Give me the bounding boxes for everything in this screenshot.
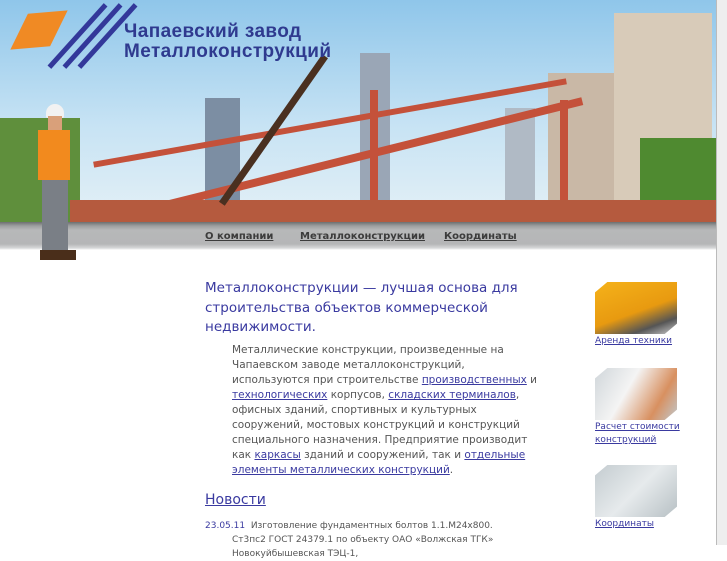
link-separate-elements[interactable]: отдельные элементы металлических конструкций — [232, 449, 526, 476]
link-technological[interactable]: технологических — [232, 389, 328, 401]
news-item[interactable]: 23.05.11 Изготовление фундаментных болтов 1.1.М24х800. Ст3пс2 ГОСТ 24379.1 по объекту ОАО «Волжская ТГК» Новокуйбышевская ТЭЦ-1, — [205, 521, 494, 559]
vertical-scrollbar[interactable] — [716, 0, 727, 545]
sidebar-link[interactable]: Аренда техники — [595, 336, 673, 346]
nav-contacts[interactable]: Координаты — [444, 231, 517, 242]
sidebar-link[interactable]: Расчет стоимости конструкций — [595, 422, 680, 445]
news-date: 23.05.11 — [205, 521, 246, 531]
header-banner — [0, 0, 716, 228]
sidebar-equipment-rental[interactable] — [595, 282, 685, 348]
nav-about[interactable]: О компании — [205, 231, 274, 242]
link-frames[interactable]: каркасы — [254, 449, 301, 461]
logo-line-1: Чапаевский завод — [124, 21, 302, 42]
link-industrial[interactable]: производственных — [421, 374, 527, 386]
worker-illustration — [36, 104, 76, 264]
news-heading-link[interactable]: Новости — [205, 492, 266, 508]
news-list — [205, 519, 525, 561]
sidebar-link[interactable]: Координаты — [595, 519, 654, 529]
nav-metal-structures[interactable]: Металлоконструкции — [300, 231, 425, 242]
sidebar-coordinates[interactable] — [595, 465, 685, 531]
logo-line-2: Металлоконструкций — [124, 41, 332, 62]
document-image — [595, 368, 677, 420]
crane-image — [595, 282, 677, 334]
magnifier-map-image — [595, 465, 677, 517]
company-logo-text[interactable] — [124, 22, 331, 62]
logo-square-icon — [10, 10, 67, 49]
intro-paragraph: Металлические конструкции, произведенные на Чапаевском заводе металлоконструкций, используются при строительстве производственных и технологических корпусов, складских терминалов, офисных зданий, спортивных и культурных сооружений, мостовых конструкций и конструкций специального назначения. Предприятие производит как каркасы зданий и сооружений, так и отдельные элементы металлических конструкций. — [232, 344, 537, 476]
sidebar-cost-calculation[interactable] — [595, 368, 685, 447]
link-warehouse-terminals[interactable]: складских терминалов — [388, 389, 516, 401]
page-headline: Металлоконструкции — лучшая основа для строительства объектов коммерческой недвижимости. — [205, 280, 518, 335]
logo-stripe-icon — [63, 3, 123, 69]
